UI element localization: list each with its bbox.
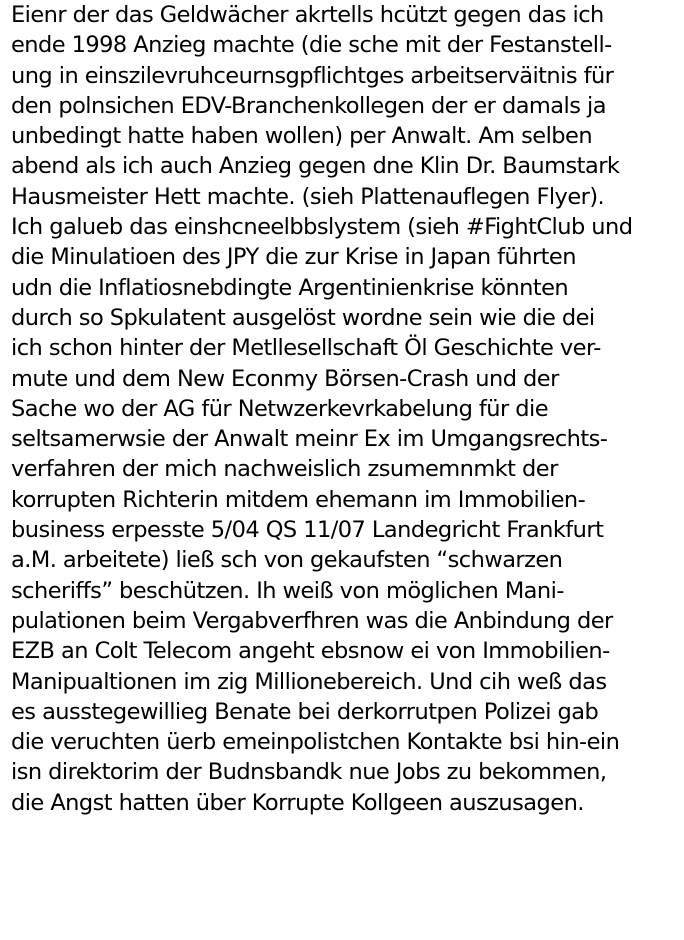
- text-line: isn direktorim der Budnsbandk nue Jobs zu bekommen,: [11, 759, 607, 786]
- text-line: verfahren der mich nachweislich zsumemnmkt der: [11, 456, 558, 483]
- text-line: Sache wo der AG für Netwzerkevrkabelung für die: [11, 395, 549, 422]
- text-line: es ausstegewillieg Benate bei derkorrutpen Polizei gab: [11, 698, 599, 725]
- text-line: Ich galueb das einshcneelbbslystem (sieh #FightClub und: [11, 214, 633, 241]
- text-line: mute und dem New Econmy Börsen-Crash und der: [11, 365, 559, 392]
- text-line: ung in einszilevruhceurnsgpflichtges arbeitserväitnis für: [11, 62, 614, 89]
- text-line: Hausmeister Hett machte. (sieh Plattenauflegen Flyer).: [11, 183, 605, 210]
- text-line: seltsamerwsie der Anwalt meinr Ex im Umgangsrechts-: [11, 426, 608, 453]
- text-line: udn die Inflatiosnebdingte Argentinienkrise könnten: [11, 274, 569, 301]
- text-line: die Minulatioen des JPY die zur Krise in Japan führten: [11, 244, 576, 271]
- text-line: den polnsichen EDV-Branchenkollegen der er damals ja: [11, 92, 606, 119]
- text-line: a.M. arbeitete) ließ sch von gekaufsten “schwarzen: [11, 547, 563, 574]
- text-line: die Angst hatten über Korrupte Kollgeen auszusagen.: [11, 789, 584, 816]
- text-line: korrupten Richterin mitdem ehemann im Immobilien-: [11, 486, 586, 513]
- text-line: unbedingt hatte haben wollen) per Anwalt. Am selben: [11, 123, 593, 150]
- text-line: abend als ich auch Anzieg gegen dne Klin Dr. Baumstark: [11, 153, 620, 180]
- text-line: Manipualtionen im zig Millionebereich. Und cih weß das: [11, 668, 607, 695]
- text-line: EZB an Colt Telecom angeht ebsnow ei von Immobilien-: [11, 638, 610, 665]
- text-line: die veruchten üerb emeinpolistchen Kontakte bsi hin-ein: [11, 729, 620, 756]
- text-line: pulationen beim Vergabverfhren was die Anbindung der: [11, 607, 613, 634]
- text-line: scheriffs” beschützen. Ih weiß von möglichen Mani-: [11, 577, 564, 604]
- body-text: [11, 0, 681, 818]
- text-line: Eienr der das Geldwächer akrtells hcützt gegen das ich: [11, 2, 604, 28]
- text-line: business erpesste 5/04 QS 11/07 Landegricht Frankfurt: [11, 517, 604, 544]
- text-line: ende 1998 Anzieg machte (die sche mit der Festanstell-: [11, 32, 612, 59]
- text-line: ich schon hinter der Metllesellschaft Öl Geschichte ver-: [11, 335, 601, 362]
- text-line: durch so Spkulatent ausgelöst wordne sein wie die dei: [11, 304, 595, 331]
